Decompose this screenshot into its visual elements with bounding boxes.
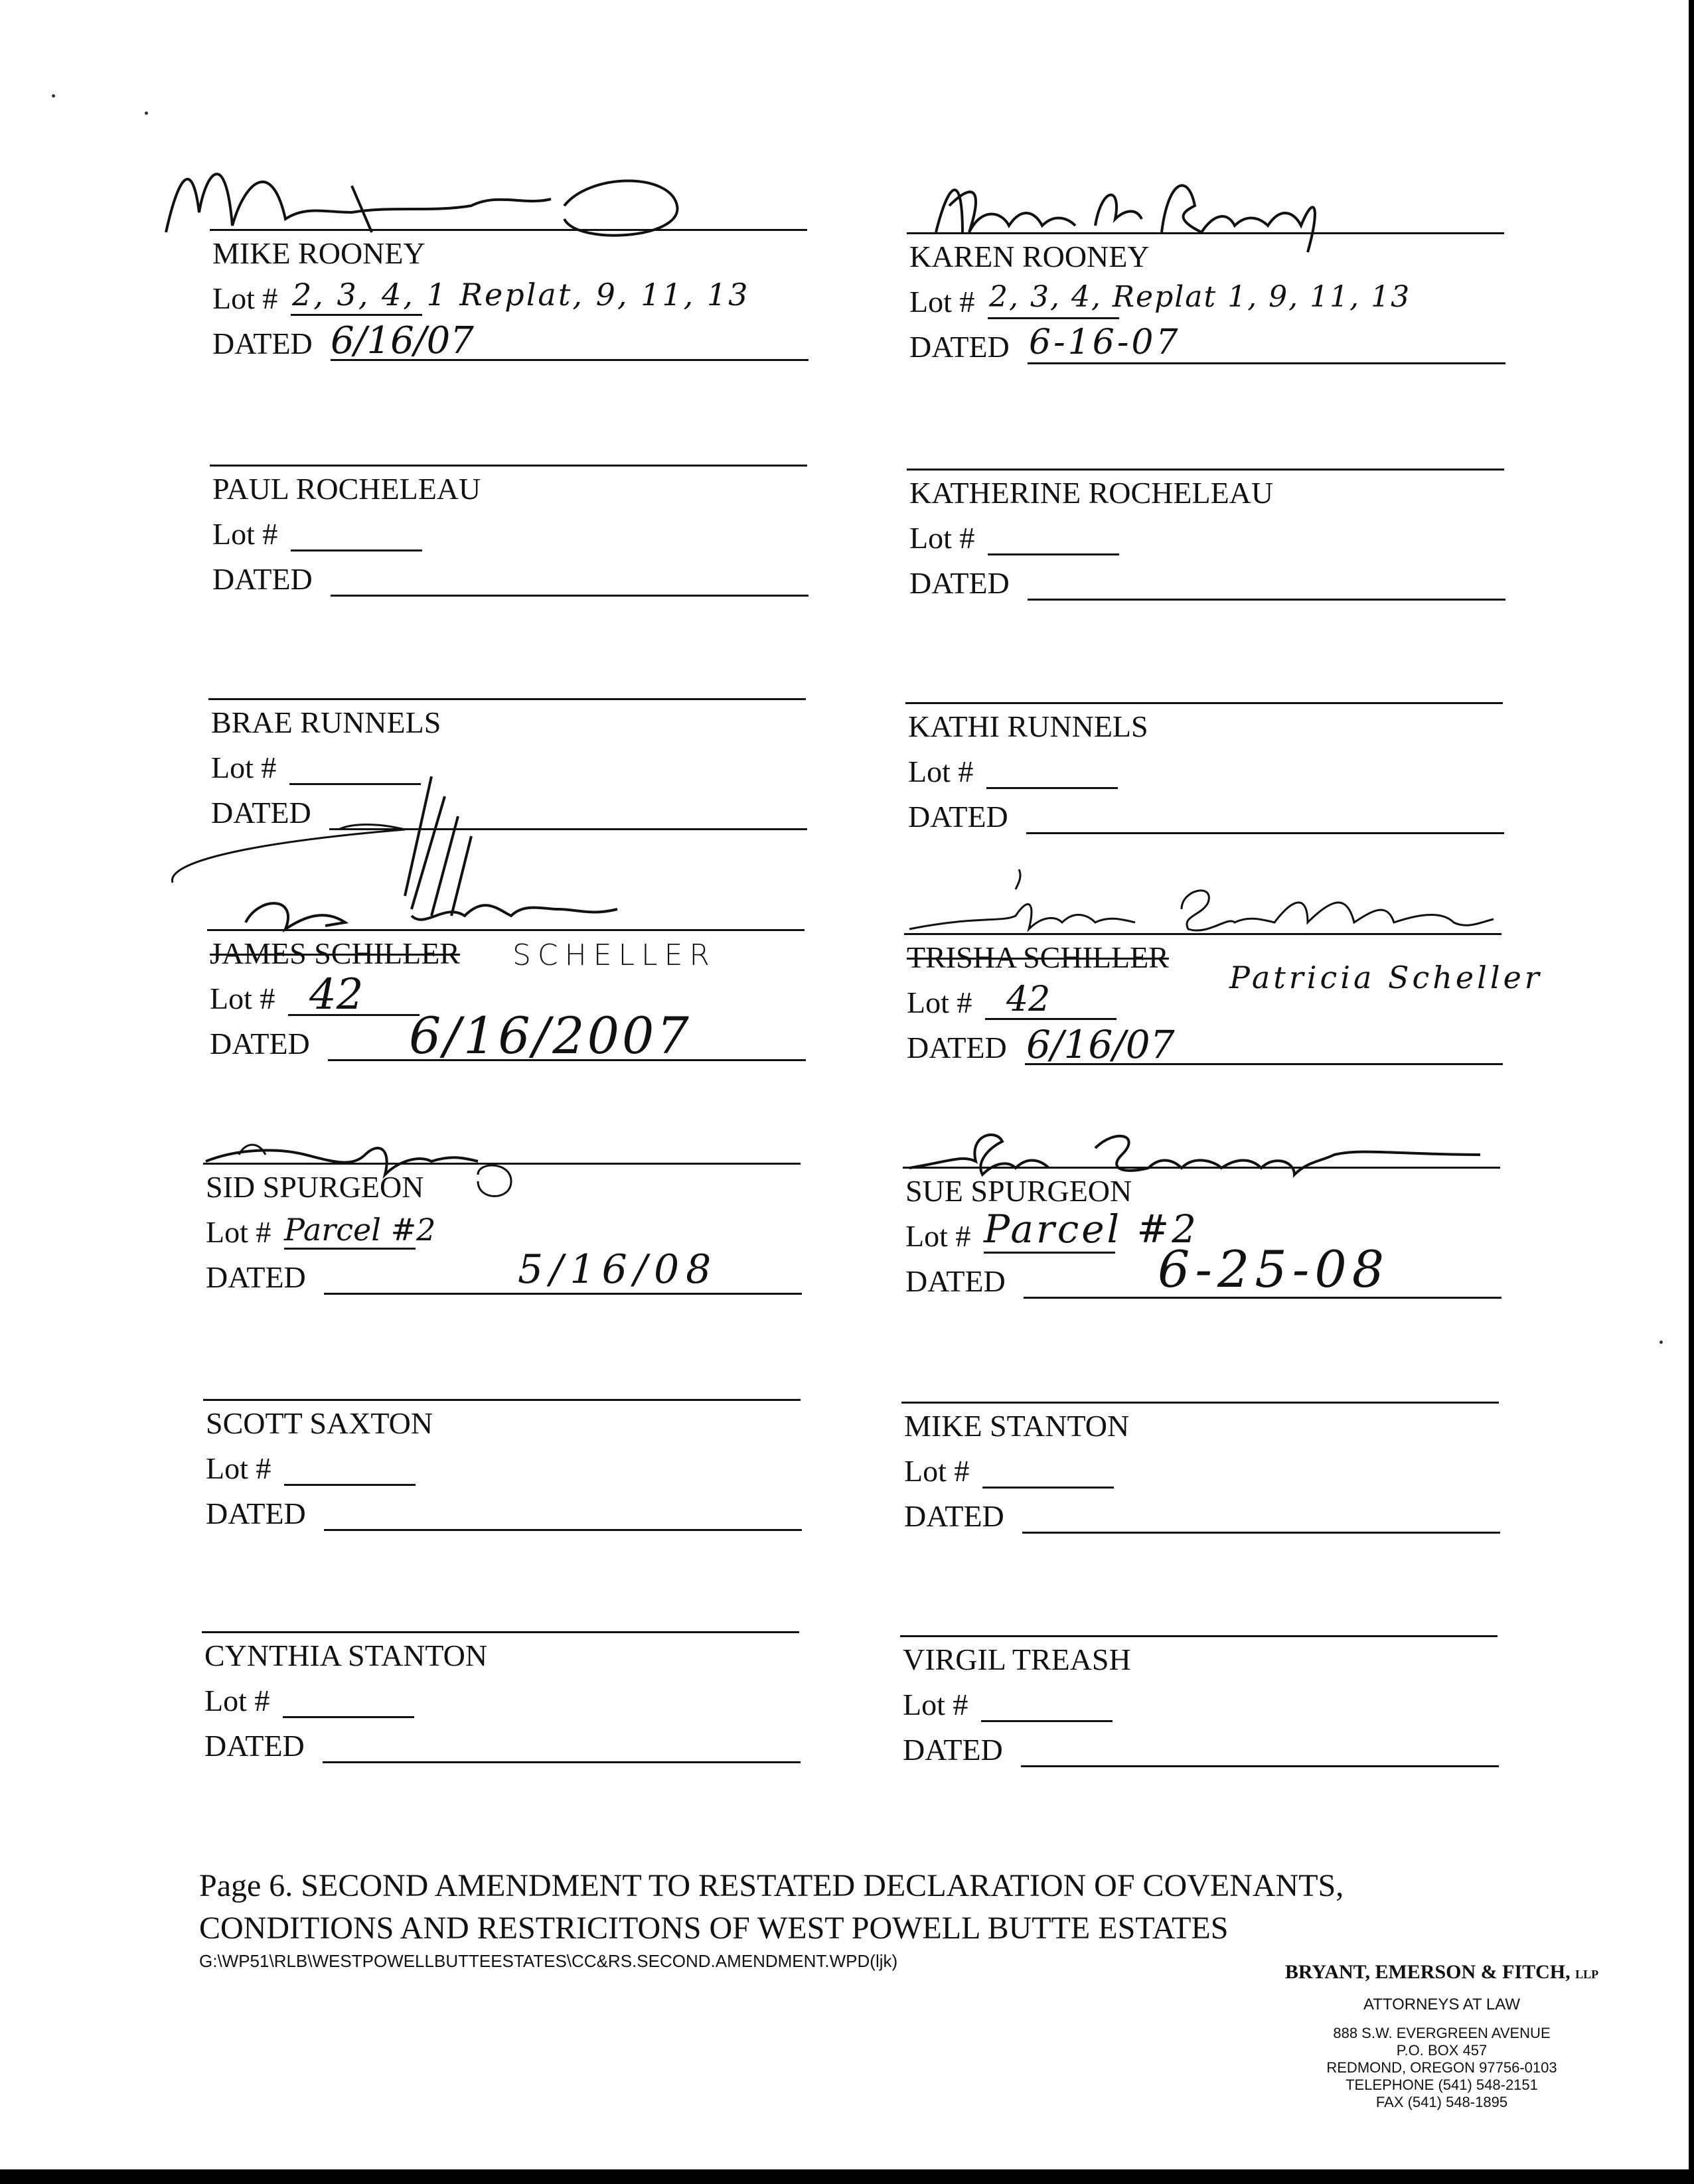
firm-telephone: TELEPHONE (541) 548-2151 xyxy=(1346,2076,1538,2093)
handwritten-name-correction: Patricia Scheller xyxy=(1229,960,1543,995)
lot-line xyxy=(291,314,422,316)
signature-line xyxy=(907,469,1504,471)
dated-label: DATED xyxy=(909,330,1010,364)
signature-sid-spurgeon xyxy=(199,1122,544,1214)
lot-label: Lot # xyxy=(211,751,277,784)
signature-block-paul-rocheleau xyxy=(210,465,807,664)
lot-line xyxy=(284,1248,416,1250)
lot-label: Lot # xyxy=(905,1219,971,1253)
signature-block-katherine-rocheleau xyxy=(907,469,1504,668)
signatory-name: VIRGIL TREASH xyxy=(903,1642,1131,1676)
firm-name xyxy=(1256,1961,1628,1984)
firm-fax: FAX (541) 548-1895 xyxy=(1375,2094,1508,2110)
dated-line xyxy=(324,1293,802,1295)
lot-line xyxy=(988,553,1119,555)
lot-label: Lot # xyxy=(903,1688,968,1721)
firm-name-text: BRYANT, EMERSON & FITCH, xyxy=(1284,1961,1571,1983)
signatory-name: TRISHA SCHILLER xyxy=(907,940,1169,974)
signatory-name: MIKE ROONEY xyxy=(212,236,425,270)
handwritten-lot: 2, 3, 4, 1 Replat, 9, 11, 13 xyxy=(292,277,750,313)
signatory-name: JAMES SCHILLER xyxy=(210,936,460,970)
firm-address xyxy=(1256,2025,1628,2111)
lot-label: Lot # xyxy=(904,1454,970,1488)
firm-address-line-1: 888 S.W. EVERGREEN AVENUE xyxy=(1333,2025,1551,2041)
lot-label: Lot # xyxy=(204,1684,270,1717)
signature-line xyxy=(208,698,806,700)
signatory-name: SUE SPURGEON xyxy=(905,1174,1132,1208)
signature-line xyxy=(210,465,807,467)
signatory-name: KATHI RUNNELS xyxy=(908,709,1148,743)
handwritten-name-correction: SCHELLER xyxy=(512,938,716,972)
dated-label: DATED xyxy=(206,1496,306,1530)
signature-james-schiller xyxy=(153,743,684,962)
file-path: G:\WP51\RLB\WESTPOWELLBUTTEESTATES\CC&RS.SECOND.AMENDMENT.WPD(ljk) xyxy=(199,1951,898,1971)
dated-label: DATED xyxy=(212,327,313,360)
handwritten-date: 5/16/08 xyxy=(518,1246,718,1293)
signature-karen-rooney xyxy=(923,153,1334,265)
dated-label: DATED xyxy=(204,1729,305,1763)
signature-line xyxy=(905,702,1503,704)
dated-label: DATED xyxy=(210,1027,310,1060)
scan-speck xyxy=(145,111,148,115)
dated-label: DATED xyxy=(206,1260,306,1294)
scan-edge-bottom xyxy=(0,2169,1694,2184)
dated-label: DATED xyxy=(212,562,313,596)
signature-block-mike-stanton xyxy=(901,1402,1499,1601)
lot-label: Lot # xyxy=(206,1215,271,1249)
dated-label: DATED xyxy=(904,1499,1004,1533)
signatory-name: MIKE STANTON xyxy=(904,1409,1130,1443)
lot-line xyxy=(981,1720,1113,1722)
signature-mike-rooney xyxy=(153,133,697,265)
handwritten-date: 6-25-08 xyxy=(1158,1240,1390,1299)
signatory-name: PAUL ROCHELEAU xyxy=(212,472,481,506)
dated-label: DATED xyxy=(905,1264,1006,1298)
dated-label: DATED xyxy=(211,796,311,830)
lot-line xyxy=(986,787,1118,789)
handwritten-lot: 42 xyxy=(309,970,364,1019)
lot-label: Lot # xyxy=(212,517,278,551)
signatory-name: KATHERINE ROCHELEAU xyxy=(909,476,1274,510)
lot-line xyxy=(982,1487,1114,1489)
handwritten-lot: 2, 3, 4, Replat 1, 9, 11, 13 xyxy=(989,280,1411,314)
scan-speck xyxy=(1659,1341,1663,1344)
lot-line xyxy=(291,549,422,551)
footer-title-line-1: Page 6. SECOND AMENDMENT TO RESTATED DECLARATION OF COVENANTS, xyxy=(199,1868,1344,1903)
handwritten-date: 6/16/07 xyxy=(331,319,474,362)
scan-edge-right xyxy=(1689,0,1694,2184)
lot-label: Lot # xyxy=(907,985,972,1019)
dated-line xyxy=(1026,832,1504,834)
dated-label: DATED xyxy=(909,566,1010,600)
lot-label: Lot # xyxy=(210,982,275,1015)
signatory-name: SCOTT SAXTON xyxy=(206,1406,433,1440)
lot-label: Lot # xyxy=(908,755,974,788)
firm-address-line-2: P.O. BOX 457 xyxy=(1396,2042,1488,2059)
dated-line xyxy=(324,1529,802,1531)
dated-line xyxy=(1028,362,1505,364)
signature-block-sue-spurgeon xyxy=(903,1167,1500,1366)
signature-trisha-schiller xyxy=(896,856,1520,949)
lot-line xyxy=(984,1252,1115,1254)
dated-line xyxy=(1028,599,1505,601)
signatory-name: BRAE RUNNELS xyxy=(211,705,441,739)
signature-sue-spurgeon xyxy=(896,1102,1507,1195)
document-footer-title xyxy=(199,1865,1460,1950)
signature-line xyxy=(901,1402,1499,1404)
footer-title-line-2: CONDITIONS AND RESTRICITONS OF WEST POWELL BUTTE ESTATES xyxy=(199,1911,1229,1946)
firm-address-line-3: REDMOND, OREGON 97756-0103 xyxy=(1326,2059,1557,2076)
lot-line xyxy=(284,1484,416,1486)
dated-line xyxy=(1021,1765,1499,1767)
dated-label: DATED xyxy=(908,800,1008,834)
lot-line xyxy=(985,1018,1116,1020)
signature-block-scott-saxton xyxy=(203,1399,801,1598)
dated-line xyxy=(331,595,809,597)
handwritten-date: 6/16/2007 xyxy=(409,1006,692,1065)
dated-label: DATED xyxy=(903,1733,1003,1767)
signatory-name: SID SPURGEON xyxy=(206,1170,424,1204)
dated-line xyxy=(1022,1532,1500,1534)
signatory-name: KAREN ROONEY xyxy=(909,240,1150,273)
law-firm-letterhead xyxy=(1256,1961,1628,2111)
handwritten-date: 6/16/07 xyxy=(1026,1022,1175,1067)
signature-line xyxy=(203,1399,801,1401)
handwritten-lot: 42 xyxy=(1006,980,1051,1019)
lot-label: Lot # xyxy=(909,521,975,555)
signatory-name: CYNTHIA STANTON xyxy=(204,1638,488,1672)
handwritten-date: 6-16-07 xyxy=(1029,323,1181,362)
signature-line xyxy=(900,1635,1498,1637)
signature-line xyxy=(202,1631,799,1633)
dated-line xyxy=(323,1761,801,1763)
lot-line xyxy=(988,317,1119,319)
lot-label: Lot # xyxy=(212,281,278,315)
scan-speck xyxy=(52,94,55,98)
lot-label: Lot # xyxy=(909,285,975,319)
firm-suffix: LLP xyxy=(1575,1968,1599,1981)
signature-block-virgil-treash xyxy=(900,1635,1498,1834)
lot-label: Lot # xyxy=(206,1451,271,1485)
dated-label: DATED xyxy=(907,1031,1007,1064)
lot-line xyxy=(283,1716,414,1718)
handwritten-lot: Parcel #2 xyxy=(284,1212,436,1248)
signature-block-cynthia-stanton xyxy=(202,1631,799,1830)
handwritten-lot: Parcel #2 xyxy=(984,1206,1199,1252)
firm-subtitle: ATTORNEYS AT LAW xyxy=(1363,1996,1521,2013)
